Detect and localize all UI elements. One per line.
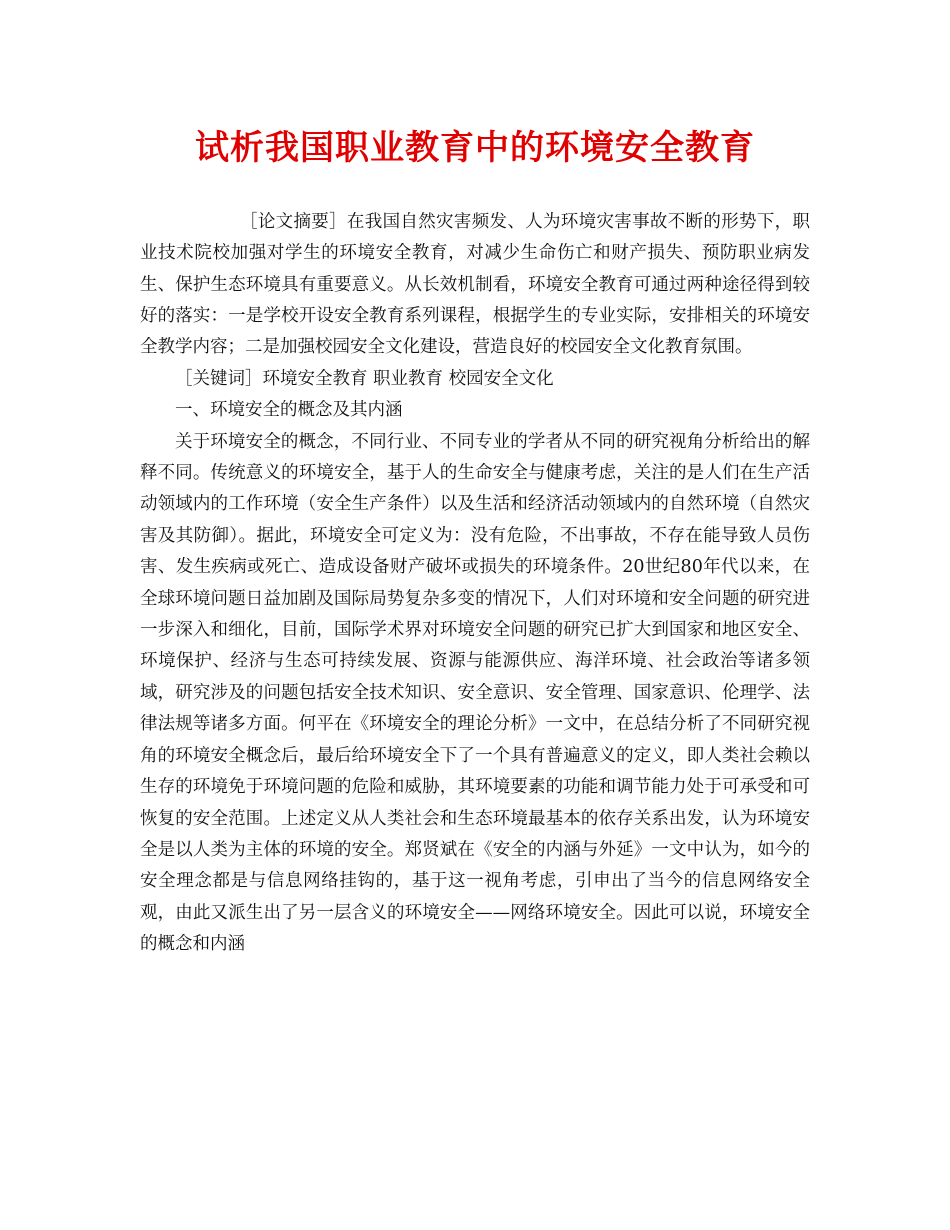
keywords-paragraph: ［关键词］环境安全教育 职业教育 校园安全文化: [175, 368, 554, 389]
section-heading: 一、环境安全的概念及其内涵: [175, 400, 403, 421]
document-title: 试析我国职业教育中的环境安全教育: [195, 128, 755, 168]
abstract-paragraph: ［论文摘要］在我国自然灾害频发、人为环境灾害事故不断的形势下，职业技术院校加强对学生的环境安全教育，对减少生命伤亡和财产损失、预防职业病发生、保护生态环境具有重要意义。从长效机制看，环境安全教育可通过两种途径得到较好的落实：一是学校开设安全教育系列课程，根据学生的专业实际，安排相关的环境安全教学内容；二是加强校园安全文化建设，营造良好的校园安全文化教育氛围。: [140, 211, 810, 358]
body-paragraph: 关于环境安全的概念，不同行业、不同专业的学者从不同的研究视角分析给出的解释不同。传统意义的环境安全，基于人的生命安全与健康考虑，关注的是人们在生产活动领域内的工作环境（安全生产条件）以及生活和经济活动领域内的自然环境（自然灾害及其防御）。据此，环境安全可定义为：没有危险，不出事故，不存在能导致人员伤害、发生疾病或死亡、造成设备财产破坏或损失的环境条件。20世纪80年代以来，在全球环境问题日益加剧及国际局势复杂多变的情况下，人们对环境和安全问题的研究进一步深入和细化，目前，国际学术界对环境安全问题的研究已扩大到国家和地区安全、环境保护、经济与生态可持续发展、资源与能源供应、海洋环境、社会政治等诸多领域，研究涉及的问题包括安全技术知识、安全意识、安全管理、国家意识、伦理学、法律法规等诸多方面。何平在《环境安全的理论分析》一文中，在总结分析了不同研究视角的环境安全概念后，最后给环境安全下了一个具有普遍意义的定义，即人类社会赖以生存的环境免于环境问题的危险和威胁，其环境要素的功能和调节能力处于可承受和可恢复的安全范围。上述定义从人类社会和生态环境最基本的依存关系出发，认为环境安全是以人类为主体的环境的安全。郑贤斌在《安全的内涵与外延》一文中认为，如今的安全理念都是与信息网络挂钩的，基于这一视角考虑，引申出了当今的信息网络安全观，由此又派生出了另一层含义的环境安全——网络环境安全。因此可以说，环境安全的概念和内涵: [140, 431, 810, 955]
